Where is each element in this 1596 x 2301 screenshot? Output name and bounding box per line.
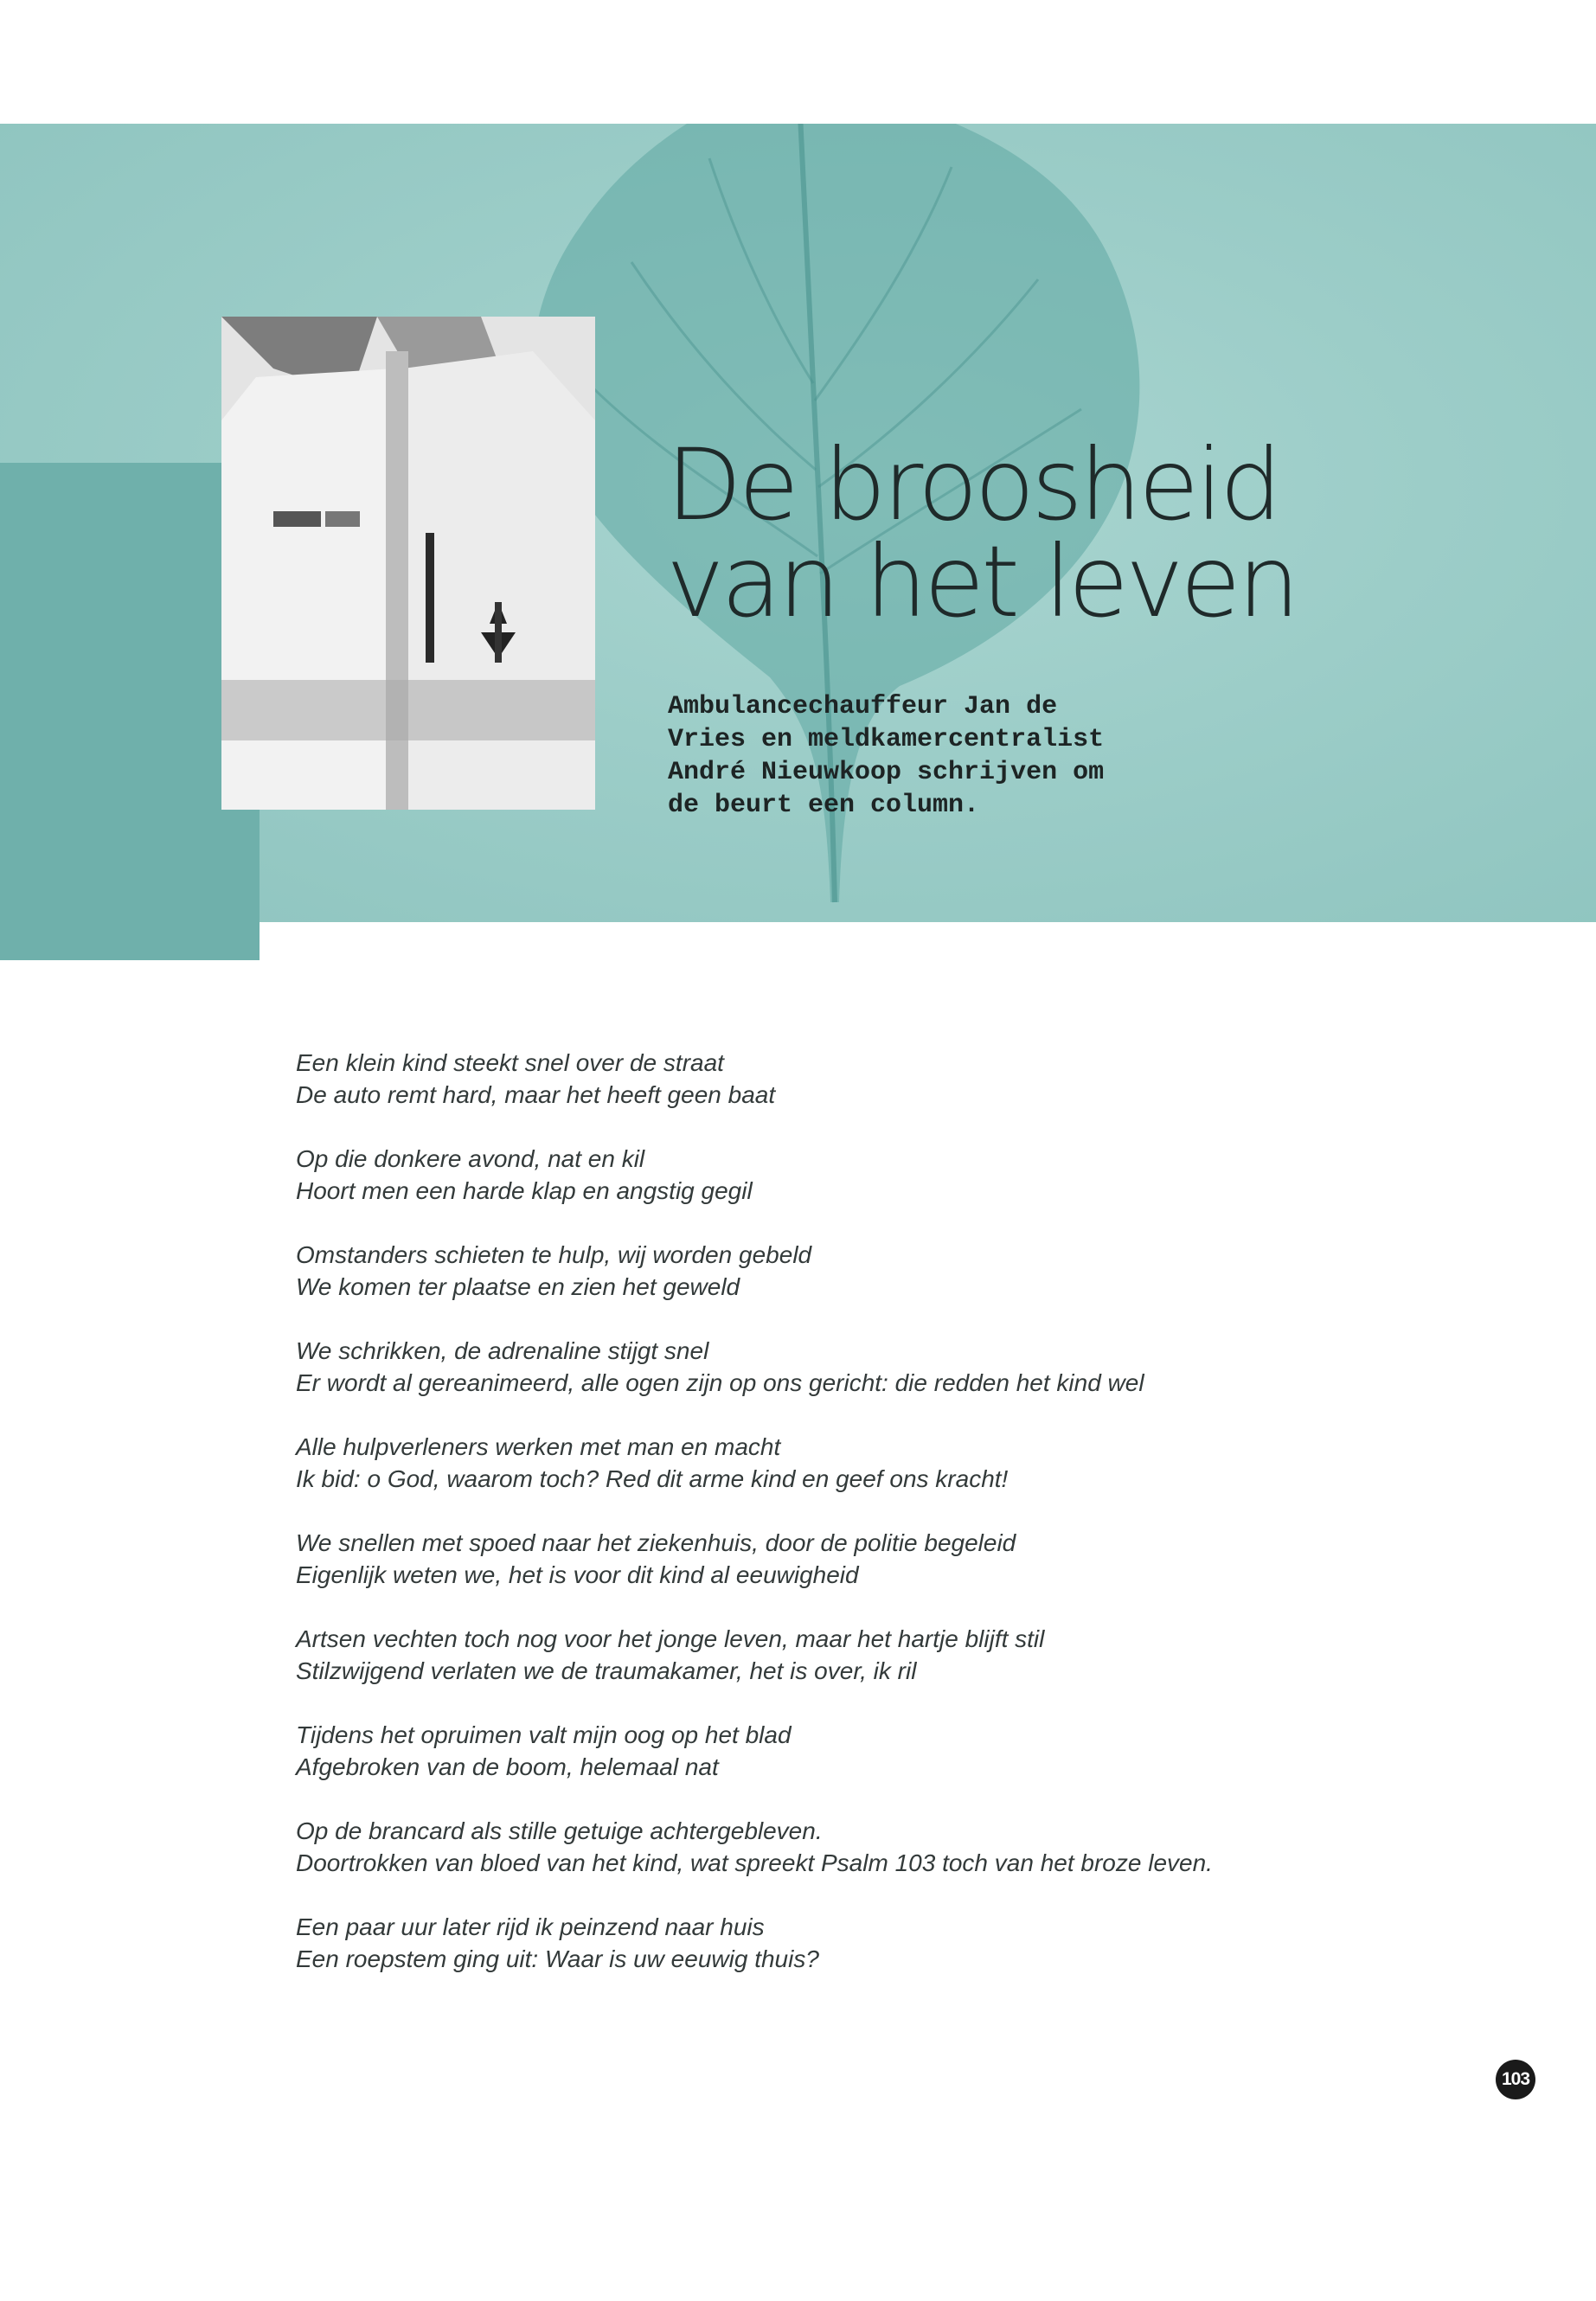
poem-line: Een roepstem ging uit: Waar is uw eeuwig thuis?: [296, 1945, 819, 1972]
poem-stanza: [296, 1431, 1420, 1495]
uniform-photo-art: [221, 317, 595, 810]
poem-line: Een klein kind steekt snel over de straat: [296, 1049, 724, 1076]
page-number: 103: [1501, 2069, 1530, 2089]
page-number-badge: [1496, 2060, 1535, 2099]
poem-line: Afgebroken van de boom, helemaal nat: [296, 1753, 719, 1780]
page-title: [666, 427, 1297, 639]
poem-stanza: [296, 1239, 1420, 1303]
poem-line: Alle hulpverleners werken met man en macht: [296, 1433, 781, 1460]
poem-stanza: [296, 1143, 1420, 1207]
poem-line: Ik bid: o God, waarom toch? Red dit arme kind en geef ons kracht!: [296, 1465, 1009, 1492]
poem-line: We snellen met spoed naar het ziekenhuis, door de politie begeleid: [296, 1529, 1016, 1556]
poem-line: Er wordt al gereanimeerd, alle ogen zijn op ons gericht: die redden het kind wel: [296, 1369, 1144, 1396]
title-line-1: De broosheid: [666, 427, 1279, 542]
poem-line: Op die donkere avond, nat en kil: [296, 1145, 645, 1172]
poem: [296, 1047, 1420, 2007]
teal-accent-block: [0, 463, 260, 960]
poem-line: Stilzwijgend verlaten we de traumakamer, het is over, ik ril: [296, 1657, 917, 1684]
poem-stanza: [296, 1527, 1420, 1591]
poem-line: We komen ter plaatse en zien het geweld: [296, 1273, 740, 1300]
poem-stanza: [296, 1623, 1420, 1687]
uniform-photo: [221, 317, 595, 810]
poem-line: Tijdens het opruimen valt mijn oog op het blad: [296, 1721, 792, 1748]
poem-stanza: [296, 1047, 1420, 1111]
poem-stanza: [296, 1719, 1420, 1783]
poem-line: Een paar uur later rijd ik peinzend naar huis: [296, 1913, 765, 1940]
poem-stanza: [296, 1911, 1420, 1975]
poem-line: Hoort men een harde klap en angstig gegil: [296, 1177, 753, 1204]
poem-line: We schrikken, de adrenaline stijgt snel: [296, 1337, 709, 1364]
poem-stanza: [296, 1815, 1420, 1879]
poem-line: Doortrokken van bloed van het kind, wat spreekt Psalm 103 toch van het broze leven.: [296, 1849, 1213, 1876]
poem-line: Eigenlijk weten we, het is voor dit kind al eeuwigheid: [296, 1561, 859, 1588]
poem-stanza: [296, 1335, 1420, 1399]
poem-line: Omstanders schieten te hulp, wij worden gebeld: [296, 1241, 812, 1268]
poem-line: Op de brancard als stille getuige achtergebleven.: [296, 1817, 823, 1844]
title-line-2: van het leven: [666, 524, 1297, 639]
subtitle-intro: Ambulancechauffeur Jan de Vries en meldkamercentralist André Nieuwkoop schrijven om de beurt een column.: [668, 692, 1105, 820]
poem-line: Artsen vechten toch nog voor het jonge leven, maar het hartje blijft stil: [296, 1625, 1045, 1652]
poem-line: De auto remt hard, maar het heeft geen baat: [296, 1081, 776, 1108]
